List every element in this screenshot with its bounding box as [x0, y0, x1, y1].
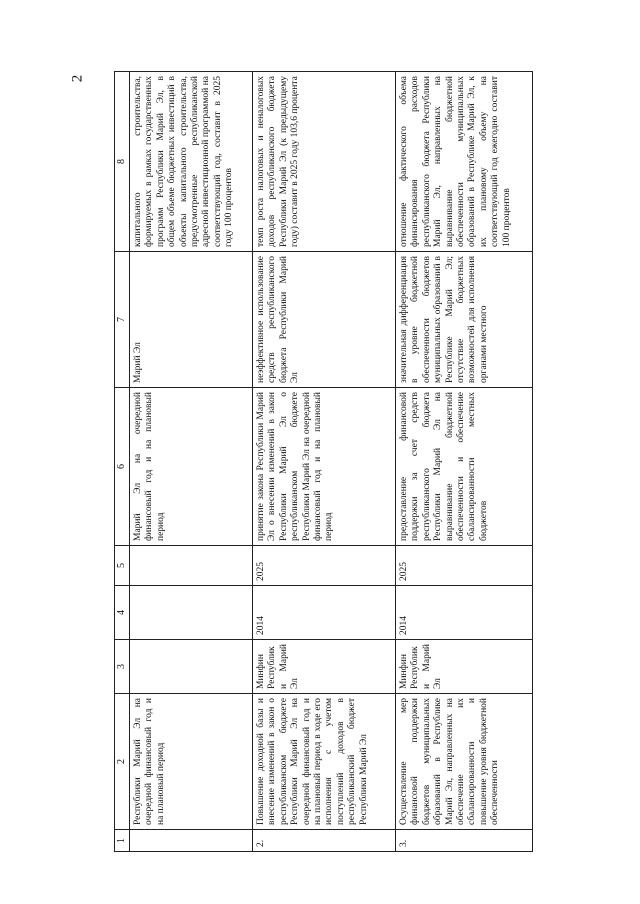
- start-year: [130, 586, 253, 640]
- row-number: 2.: [253, 830, 396, 852]
- consequences: неэффективное использование средств республиканского бюджета Республики Марий Эл: [253, 252, 396, 388]
- table-row: [253, 72, 396, 852]
- column-header-3: 3: [115, 640, 130, 694]
- expected-result: принятие закона Республики Марий Эл о внесении изменений в закон Республики Марий Эл о республиканском бюджете Республики Марий Эл на очередной финансовый год и на плановый период: [253, 388, 396, 546]
- column-header-1: 1: [115, 830, 130, 852]
- responsible-executor: Минфин Республики Марий Эл: [396, 640, 533, 694]
- start-year: 2014: [253, 586, 396, 640]
- consequences: значительная дифференциация в уровне бюджетной обеспеченности бюджетов муниципальных образований в Республике Марий Эл; отсутствие бюджетных возможностей для исполнения органами местного: [396, 252, 533, 388]
- measure-name: Повышение доходной базы и внесение изменений в закон о республиканском бюджете Республики Марий Эл на очередной финансовый год и на плановый период в ходе его исполнения с учетом поступлений доходов в республиканский бюджет Республики Марий Эл: [253, 694, 396, 830]
- measures-table: [114, 71, 533, 852]
- indicator-link: темп роста налоговых и неналоговых доходов республиканского бюджета Республики Марий Эл (к предыдущему году) составит в 2025 году 103,6 процента: [253, 72, 396, 252]
- responsible-executor: Минфин Республики Марий Эл: [253, 640, 396, 694]
- measure-name: Осуществление мер финансовой поддержки бюджетов муниципальных образований в Республике Марий Эл, направленных на обеспечение их сбалансированности и повышение уровня бюджетной обеспеченности: [396, 694, 533, 830]
- column-header-5: 5: [115, 546, 130, 586]
- row-number: 3.: [396, 830, 533, 852]
- column-header-4: 4: [115, 586, 130, 640]
- expected-result: предоставление финансовой поддержки за счет средств республиканского бюджета Республики Марий Эл на выравнивание бюджетной обеспеченности и обеспечение сбалансированности местных бюджетов: [396, 388, 533, 546]
- expected-result: Марий Эл на очередной финансовый год и на плановый период: [130, 388, 253, 546]
- table-row: [396, 72, 533, 852]
- indicator-link: отношение фактического объема финансирования расходов республиканского бюджета Республики Марий Эл, направленных на выравнивание бюджетной обеспеченности муниципальных образований в Республике Марий Эл, к их плановому объему на соответствующий год ежегодно составит 100 процентов: [396, 72, 533, 252]
- column-header-2: 2: [115, 694, 130, 830]
- column-header-8: 8: [115, 72, 130, 252]
- table-header-row: [115, 72, 130, 852]
- end-year: 2025: [253, 546, 396, 586]
- table-row: [130, 72, 253, 852]
- column-header-6: 6: [115, 388, 130, 546]
- measure-name: Республики Марий Эл на очередной финансовый год и на плановый период: [130, 694, 253, 830]
- end-year: [130, 546, 253, 586]
- rotated-table-container: [114, 72, 529, 852]
- responsible-executor: [130, 640, 253, 694]
- end-year: 2025: [396, 546, 533, 586]
- start-year: 2014: [396, 586, 533, 640]
- row-number: [130, 830, 253, 852]
- indicator-link: капитального строительства, формируемых в рамках государственных программ Республики Марий Эл, в общем объеме бюджетных инвестиций в объекты капитального строительства, предусмотренные республиканской адресной инвестиционной программой на соответствующий год, составит в 2025 году 100 процентов: [130, 72, 253, 252]
- consequences: Марий Эл: [130, 252, 253, 388]
- page-number: 2: [69, 74, 86, 83]
- column-header-7: 7: [115, 252, 130, 388]
